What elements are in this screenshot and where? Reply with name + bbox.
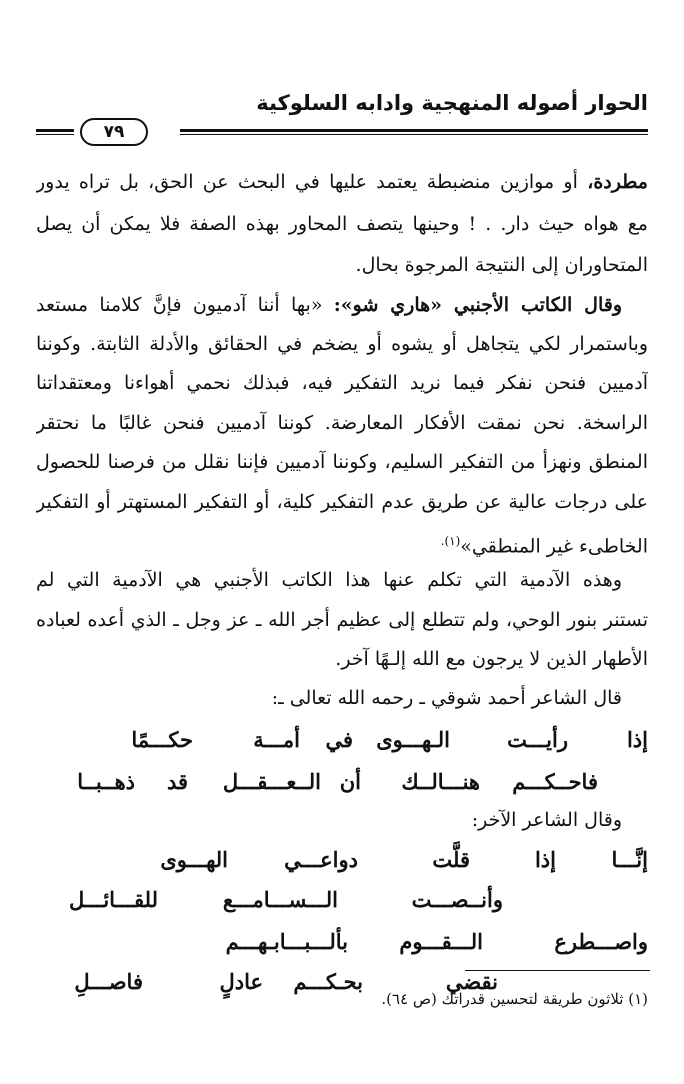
line-text: أو موازين منضبطة يعتمد عليها في البحث عن الحق، بل تراه يدور (36, 171, 578, 193)
header-rule-left (36, 129, 74, 135)
verse-1-line-2 (36, 762, 648, 802)
text-line: وهذه الآدمية التي تكلم عنها هذا الكاتب الأجنبي هي الآدمية التي لم (36, 569, 622, 591)
verse-word: للقـــائـــل (68, 887, 158, 912)
verse-word: الـــقـــوم (399, 929, 483, 954)
verse-word: رأيـــت (507, 727, 568, 752)
verse-word: الـهـــوى (376, 727, 450, 752)
verse-word: نقضي (445, 969, 498, 994)
verse-word: إذا (534, 847, 556, 872)
verse-word: هنـــالــك (401, 769, 480, 794)
verse-word: أمـــة (253, 727, 300, 752)
verse-2-line-1 (36, 840, 648, 880)
text-line: الراسخة. نحن نمقت الأفكار المعارضة. كوننا آدميين فنحن غالبًا ما نحتقر (36, 412, 648, 434)
verse-word: فاحــكـــم (512, 769, 598, 794)
verse-word: في (325, 727, 353, 752)
text-line: المتحاوران إلى النتيجة المرجوة بحال. (355, 254, 648, 276)
text-line: الأطهار الذين لا يرجون مع الله إلـهًا آخر. (335, 648, 648, 670)
running-header: الحوار أصوله المنهجية وادابه السلوكية (256, 91, 648, 115)
text-line (36, 165, 648, 199)
text-line (36, 524, 648, 558)
text-line: المنطق ونهزأ من التفكير السليم، وكوننا آدميين فإننا نقلل من فرصنا للحصول (36, 451, 648, 473)
header-rule-right (180, 129, 648, 135)
line-text: «بها أننا آدميون فإنَّ كلامنا مستعد (36, 294, 323, 316)
verse-word: الـــســـامـــع (222, 887, 338, 912)
verse-2-line-3 (36, 922, 648, 962)
verse-word: واصـــطرع (554, 929, 648, 954)
verse-word: حكـــمًا (131, 727, 193, 752)
line-text: الخاطىء غير المنطقي» (460, 535, 648, 558)
header-rule (36, 118, 648, 144)
verse-word: أن (339, 769, 361, 794)
verse-word: عادلٍ (219, 969, 263, 994)
verse-word: قلَّت (432, 847, 470, 872)
footnote-ref: (١). (440, 534, 461, 548)
verse-word: إذا (626, 727, 648, 752)
page-number: ٧٩ (80, 118, 148, 146)
verse-word: إنَّـــا (611, 847, 648, 872)
text-line: على درجات عالية عن طريق عدم التفكير كلية، أو التفكير المستهتر أو التفكير (36, 491, 648, 513)
verse-word: وأنــصـــت (411, 887, 503, 912)
verse-word: دواعـــي (284, 847, 358, 872)
verse-word: بحـكـــم (293, 969, 363, 994)
verse-1-line-1 (36, 720, 648, 760)
quote-author: وقال الكاتب الأجنبي «هاري شو»: (333, 294, 623, 316)
footnote: (١) ثلاثون طريقة لتحسين قدراتك (ص ٦٤). (381, 990, 648, 1008)
text-line: قال الشاعر أحمد شوقي ـ رحمه الله تعالى ـ: (271, 687, 622, 709)
verse-word: فاصـــلِ (74, 969, 143, 994)
bold-word: مطردة، (587, 171, 648, 193)
verse-word: ذهــبــا (77, 769, 135, 794)
text-line: تستنر بنور الوحي، ولم تتطلع إلى عظيم أجر الله ـ عز وجل ـ الذي أعده لعباده (36, 609, 648, 631)
text-line: وباستمرار لكي يتجاهل أو يشوه أو يضخم في الحقائق والأدلة الثابتة. وكوننا (36, 333, 648, 355)
text-line: آدميين فنحن نفكر فيما نريد التفكير فيه، فبذلك نحمي أهواءنا ومعتقداتنا (36, 372, 648, 394)
verse-word: الــعـــقـــل (222, 769, 321, 794)
verse-word: قد (166, 769, 188, 794)
footnote-rule (465, 970, 650, 971)
verse-label: وقال الشاعر الآخر: (471, 809, 622, 831)
text-line (36, 288, 648, 322)
verse-word: بألـــبـــابـهـــم (225, 929, 348, 954)
verse-word: الهـــوى (160, 847, 228, 872)
verse-2-line-2 (36, 880, 648, 920)
text-line: مع هواه حيث دار. . ! وحينها يتصف المحاور بهذه الصفة فلا يمكن أن يصل (36, 213, 648, 235)
